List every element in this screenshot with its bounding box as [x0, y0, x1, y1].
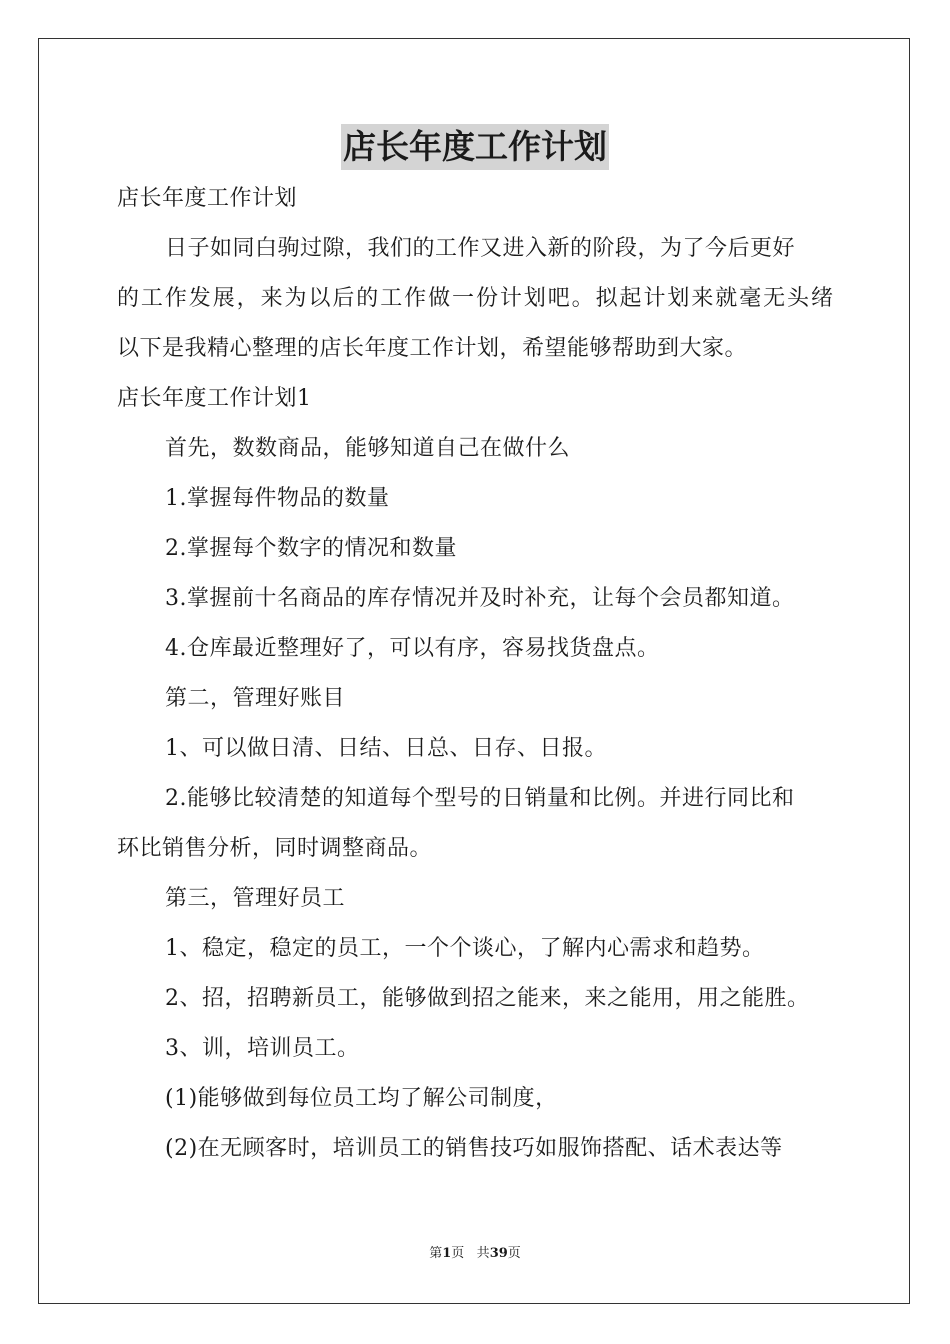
list-item: 4.仓库最近整理好了，可以有序，容易找货盘点。 — [165, 636, 660, 661]
list-item: 1、稳定，稳定的员工，一个个谈心，了解内心需求和趋势。 — [165, 936, 765, 961]
page-footer — [0, 1245, 950, 1263]
footer-page-number: 1 — [442, 1246, 452, 1261]
footer-total-prefix: 共 — [476, 1246, 490, 1261]
paragraph: 第三，管理好员工 — [165, 886, 346, 911]
intro-line-3: 以下是我精心整理的店长年度工作计划，希望能够帮助到大家。 — [117, 336, 748, 361]
paragraph: 首先，数数商品，能够知道自己在做什么 — [165, 436, 571, 461]
list-item: 3.掌握前十名商品的库存情况并及时补充，让每个会员都知道。 — [165, 586, 795, 611]
list-item: 3、训，培训员工。 — [165, 1036, 360, 1061]
paragraph: 第二，管理好账目 — [165, 686, 346, 711]
intro-line-2: 的工作发展，来为以后的工作做一份计划吧。拟起计划来就毫无头绪 — [117, 286, 833, 311]
list-item: 2.掌握每个数字的情况和数量 — [165, 536, 457, 561]
list-item: 1.掌握每件物品的数量 — [165, 486, 390, 511]
footer-page-prefix: 第 — [429, 1246, 443, 1261]
list-item: 2.能够比较清楚的知道每个型号的日销量和比例。并进行同比和 — [165, 786, 795, 811]
title-container — [0, 124, 950, 170]
list-item: (1)能够做到每位员工均了解公司制度， — [165, 1086, 558, 1111]
document-title: 店长年度工作计划 — [341, 124, 609, 170]
footer-page-suffix: 页 — [451, 1246, 465, 1261]
intro-line-1: 日子如同白驹过隙，我们的工作又进入新的阶段，为了今后更好 — [165, 236, 796, 261]
section-heading: 店长年度工作计划1 — [117, 386, 312, 411]
list-item-continuation: 环比销售分析，同时调整商品。 — [117, 836, 433, 861]
footer-total-pages: 39 — [489, 1246, 508, 1261]
subtitle: 店长年度工作计划 — [117, 186, 298, 211]
list-item: 1、可以做日清、日结、日总、日存、日报。 — [165, 736, 607, 761]
footer-total-suffix: 页 — [507, 1246, 521, 1261]
page-border — [38, 38, 910, 1304]
list-item: (2)在无顾客时，培训员工的销售技巧如服饰搭配、话术表达等 — [165, 1136, 783, 1161]
list-item: 2、招，招聘新员工，能够做到招之能来，来之能用，用之能胜。 — [165, 986, 810, 1011]
